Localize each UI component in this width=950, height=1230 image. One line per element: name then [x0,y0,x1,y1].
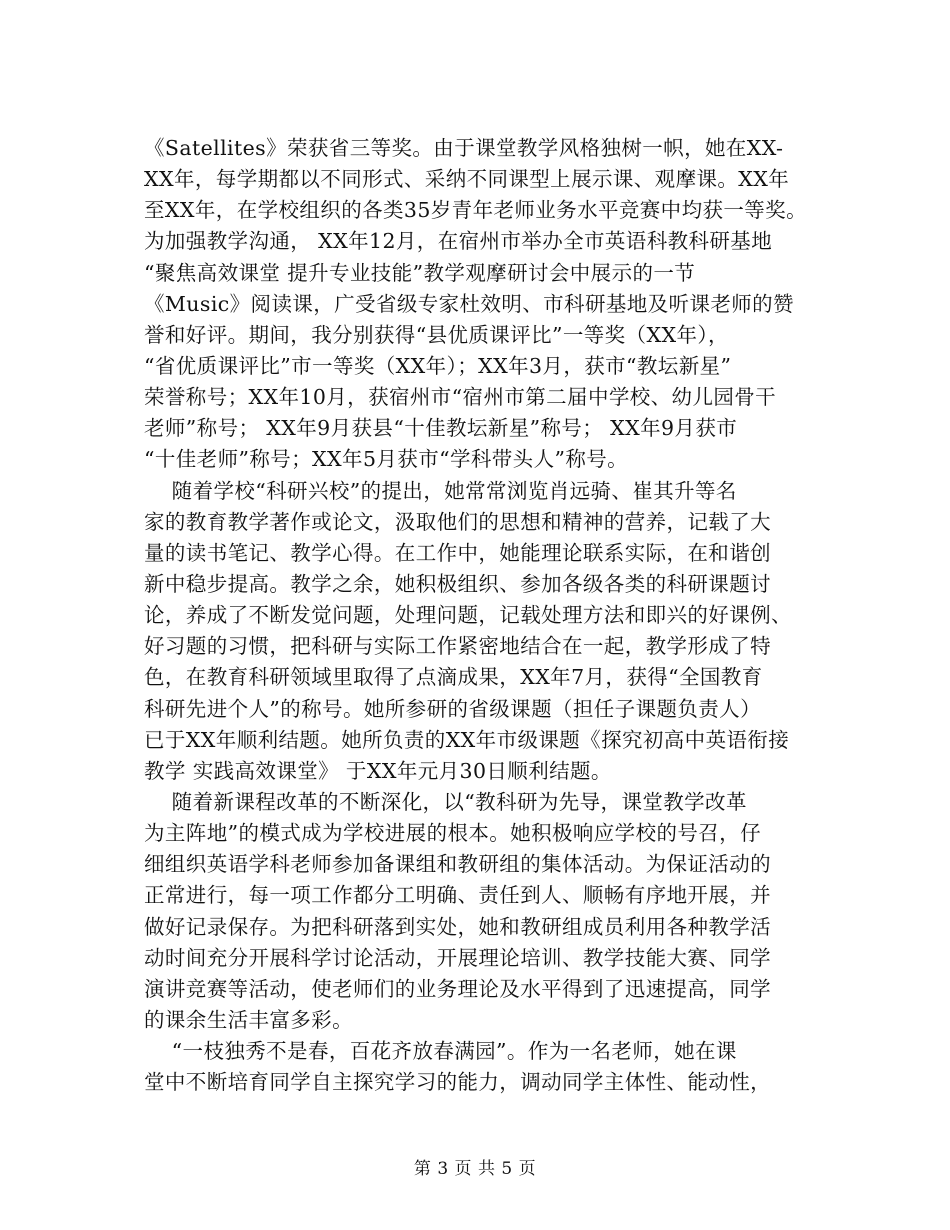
text-line: 荣誉称号；XX年10月，获宿州市“宿州市第二届中学校、幼儿园骨干 [144,385,777,410]
text-line: XX年，每学期都以不同形式、采纳不同课型上展示课、观摩课。XX年 [144,167,790,192]
text-line: “聚焦高效课堂 提升专业技能”教学观摩研讨会中展示的一节 [144,260,696,285]
text-line: “省优质课评比”市一等奖（XX年）；XX年3月，获市“教坛新星” [144,353,732,378]
text-line: 正常进行，每一项工作都分工明确、责任到人、顺畅有序地开展，并 [144,883,771,908]
text-line: 细组织英语学科老师参加备课组和教研组的集体活动。为保证活动的 [144,852,771,877]
text-line: “一枝独秀不是春，百花齐放春满园”。作为一名老师，她在课 [144,1039,737,1064]
text-line: 做好记录保存。为把科研落到实处，她和教研组成员利用各种教学活 [144,914,771,939]
text-line: 演讲竞赛等活动，使老师们的业务理论及水平得到了迅速提高，同学 [144,976,771,1001]
text-line: 量的读书笔记、教学心得。在工作中，她能理论联系实际，在和谐创 [144,540,771,565]
text-line: 动时间充分开展科学讨论活动，开展理论培训、教学技能大赛、同学 [144,945,771,970]
text-line: 誉和好评。期间，我分别获得“县优质课评比”一等奖（XX年）， [144,322,729,347]
text-line: 老师”称号； XX年9月获县“十佳教坛新星”称号； XX年9月获市 [144,416,738,441]
text-line: 教学 实践高效课堂》 于XX年元月30日顺利结题。 [144,758,612,783]
text-line: “十佳老师”称号；XX年5月获市“学科带头人”称号。 [144,447,629,472]
text-line: 论，养成了不断发觉问题，处理问题，记载处理方法和即兴的好课例、 [144,603,792,628]
text-line: 为主阵地”的模式成为学校进展的根本。她积极响应学校的号召，仔 [144,821,761,846]
text-line: 《Satellites》荣获省三等奖。由于课堂教学风格独树一帜，她在XX- [144,136,784,160]
page-footer: 第 3 页 共 5 页 [413,1159,537,1179]
text-line: 色，在教育科研领域里取得了点滴成果，XX年7月，获得“全国教育 [144,665,763,690]
text-line: 已于XX年顺利结题。她所负责的XX年市级课题《探究初高中英语衔接 [144,727,790,752]
text-line: 科研先进个人”的称号。她所参研的省级课题（担任子课题负责人） [144,696,761,721]
text-line: 家的教育教学著作或论文，汲取他们的思想和精神的营养，记载了大 [144,509,771,534]
text-line: 为加强教学沟通， XX年12月，在宿州市举办全市英语科教科研基地 [144,229,773,254]
text-line: 《Music》阅读课，广受省级专家杜效明、市科研基地及听课老师的赞 [144,291,794,316]
text-line: 至XX年，在学校组织的各类35岁青年老师业务水平竞赛中均获一等奖。 [144,198,807,223]
text-line: 堂中不断培育同学自主探究学习的能力，调动同学主体性、能动性， [144,1070,771,1095]
text-line: 新中稳步提高。教学之余，她积极组织、参加各级各类的科研课题讨 [144,571,771,596]
text-line: 随着新课程改革的不断深化，以“教科研为先导，课堂教学改革 [144,789,747,814]
body-text [144,133,816,1098]
text-line: 随着学校“科研兴校”的提出，她常常浏览肖远骑、崔其升等名 [144,478,737,503]
text-line: 好习题的习惯，把科研与实际工作紧密地结合在一起，教学形成了特 [144,634,771,659]
text-line: 的课余生活丰富多彩。 [144,1007,353,1032]
